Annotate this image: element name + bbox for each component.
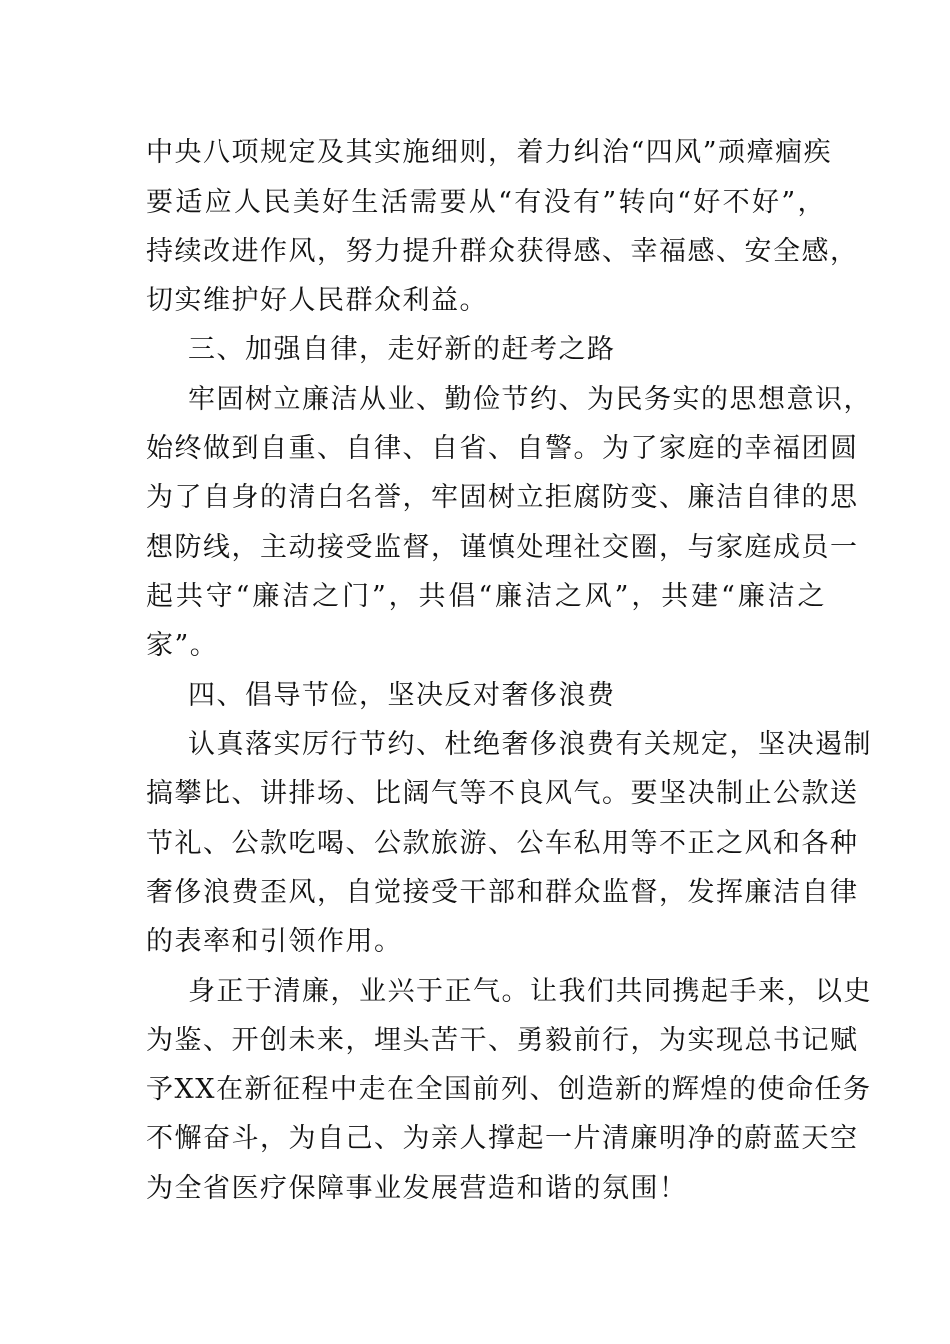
section-heading: 四、倡导节俭，坚决反对奢侈浪费 bbox=[188, 680, 616, 711]
text-line: 为了自身的清白名誉，牢固树立拒腐防变、廉洁自律的思 bbox=[146, 482, 859, 513]
text-line: 身正于清廉，业兴于正气。让我们共同携起手来，以史 bbox=[188, 976, 872, 1007]
text-line: 搞攀比、讲排场、比阔气等不良风气。要坚决制止公款送 bbox=[146, 778, 859, 809]
text-line: 中央八项规定及其实施细则，着力纠治“四风”顽瘴痼疾 bbox=[146, 137, 833, 168]
text-line: 不懈奋斗，为自己、为亲人撑起一片清廉明净的蔚蓝天空 bbox=[146, 1123, 859, 1154]
text-line: 始终做到自重、自律、自省、自警。为了家庭的幸福团圆 bbox=[146, 433, 859, 464]
text-line: 起共守“廉洁之门”，共倡“廉洁之风”，共建“廉洁之 bbox=[146, 581, 826, 612]
text-line: 要适应人民美好生活需要从“有没有”转向“好不好”， bbox=[146, 187, 826, 218]
text-line: 奢侈浪费歪风，自觉接受干部和群众监督，发挥廉洁自律 bbox=[146, 877, 859, 908]
text-line: 想防线，主动接受监督，谨慎处理社交圈，与家庭成员一 bbox=[146, 532, 859, 563]
text-line: 为全省医疗保障事业发展营造和谐的氛围！ bbox=[146, 1173, 688, 1204]
text-line: 家”。 bbox=[146, 630, 219, 661]
text-line: 切实维护好人民群众利益。 bbox=[146, 285, 488, 316]
text-line: 予XX在新征程中走在全国前列、创造新的辉煌的使命任务 bbox=[146, 1074, 872, 1105]
text-line: 的表率和引领作用。 bbox=[146, 926, 403, 957]
section-heading: 三、加强自律，走好新的赶考之路 bbox=[188, 334, 616, 365]
text-line: 牢固树立廉洁从业、勤俭节约、为民务实的思想意识， bbox=[188, 384, 872, 415]
text-line: 为鉴、开创未来，埋头苦干、勇毅前行，为实现总书记赋 bbox=[146, 1025, 859, 1056]
text-line: 持续改进作风，努力提升群众获得感、幸福感、安全感， bbox=[146, 236, 859, 267]
text-line: 节礼、公款吃喝、公款旅游、公车私用等不正之风和各种 bbox=[146, 828, 859, 859]
text-line: 认真落实厉行节约、杜绝奢侈浪费有关规定，坚决遏制 bbox=[188, 729, 872, 760]
